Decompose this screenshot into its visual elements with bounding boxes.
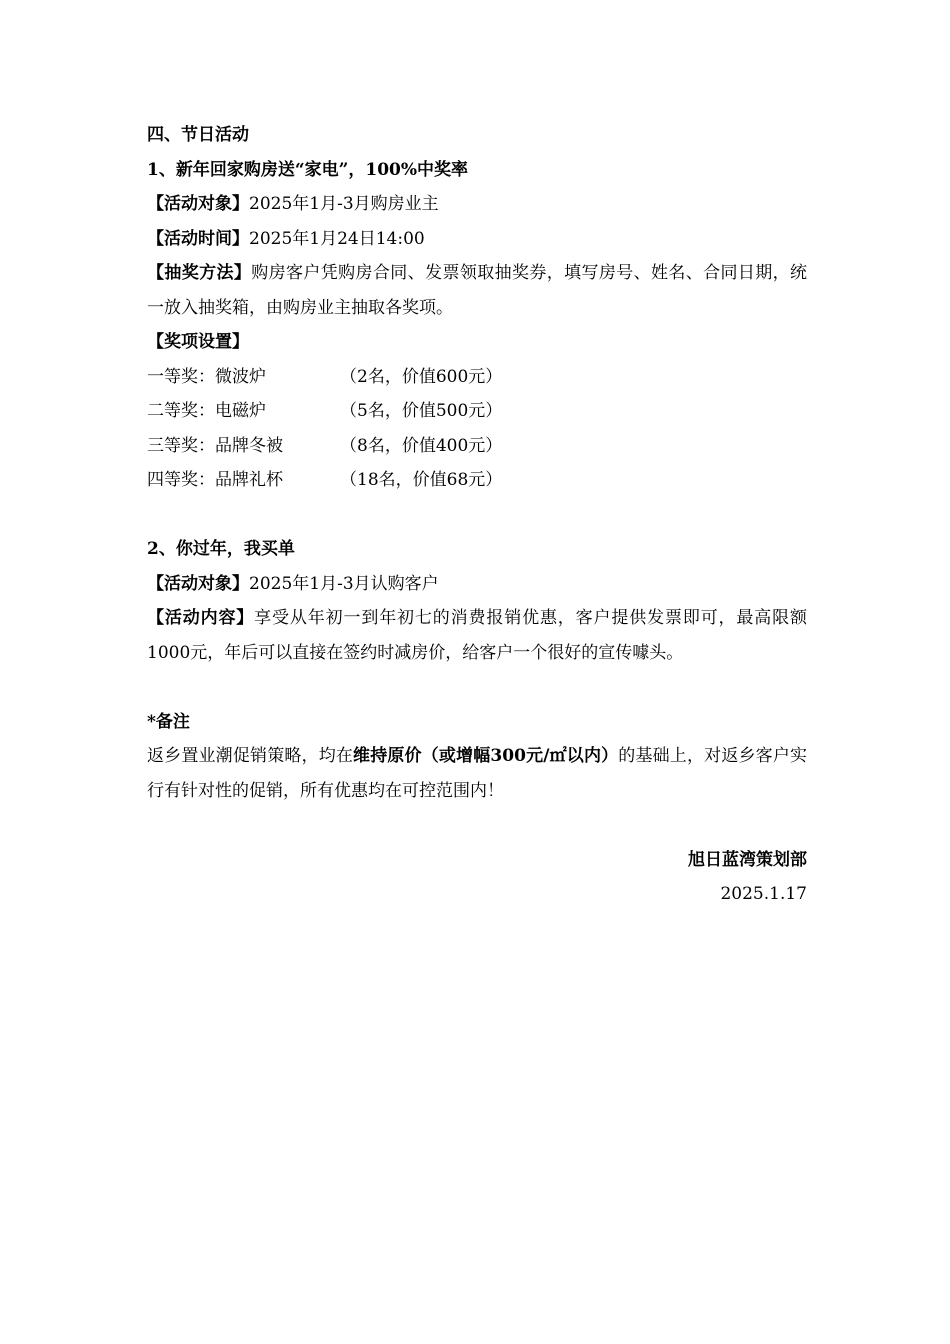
spacer — [147, 808, 807, 843]
prize-row — [147, 463, 807, 498]
activity2-content-label: 【活动内容】 — [147, 608, 255, 628]
prize-name: 二等奖：电磁炉 — [147, 401, 266, 421]
prize-detail: （8名，价值400元） — [340, 435, 503, 456]
signature-department: 旭日蓝湾策划部 — [688, 849, 807, 870]
activity1-method — [147, 256, 807, 325]
prize-row — [147, 360, 807, 395]
prize-name: 四等奖：品牌礼杯 — [147, 470, 283, 490]
prize-detail: （2名，价值600元） — [340, 366, 503, 387]
activity1-method-label: 【抽奖方法】 — [147, 263, 252, 283]
spacer — [147, 498, 807, 533]
note-text — [147, 739, 807, 808]
note-text-bold: 维持原价（或增幅300元/㎡以内） — [353, 746, 619, 766]
section-heading: 四、节日活动 — [147, 125, 249, 145]
activity1-target-label: 【活动对象】 — [147, 194, 249, 214]
activity2-content — [147, 601, 807, 670]
activity2-target-value: 2025年1月-3月认购客户 — [249, 573, 439, 594]
prize-detail: （5名，价值500元） — [340, 401, 503, 421]
activity1-method-value: 购房客户凭购房合同、发票领取抽奖券，填写房号、姓名、合同日期，统一放入抽奖箱，由购房业主抽取各奖项。 — [147, 263, 808, 318]
prize-name: 三等奖：品牌冬被 — [147, 435, 283, 456]
activity1-title: 1、新年回家购房送“家电”，100%中奖率 — [147, 159, 469, 180]
activity2-target — [147, 567, 807, 602]
document-page — [147, 118, 807, 912]
prize-name: 一等奖：微波炉 — [147, 366, 266, 387]
activity1-time-label: 【活动时间】 — [147, 228, 249, 249]
prize-detail: （18名，价值68元） — [340, 470, 503, 490]
activity2-title: 2、你过年，我买单 — [147, 539, 295, 559]
activity2-target-label: 【活动对象】 — [147, 573, 249, 594]
activity1-prizes-label: 【奖项设置】 — [147, 332, 249, 352]
prize-row — [147, 429, 807, 464]
note-text-after: 的基础上，对返乡客户实行有针对性的促销，所有优惠均在可控范围内！ — [147, 746, 807, 801]
spacer — [147, 670, 807, 705]
activity1-target — [147, 187, 807, 222]
activity2-content-value: 享受从年初一到年初七的消费报销优惠，客户提供发票即可，最高限额1000元，年后可以直接在签约时减房价，给客户一个很好的宣传噱头。 — [147, 608, 808, 663]
note-text-before: 返乡置业潮促销策略，均在 — [147, 746, 354, 766]
activity1-time — [147, 222, 807, 257]
activity1-target-value: 2025年1月-3月购房业主 — [249, 194, 439, 214]
prize-row — [147, 394, 807, 429]
note-title: *备注 — [147, 711, 190, 732]
activity1-time-value: 2025年1月24日14:00 — [249, 228, 425, 249]
signature-date: 2025.1.17 — [720, 884, 807, 904]
